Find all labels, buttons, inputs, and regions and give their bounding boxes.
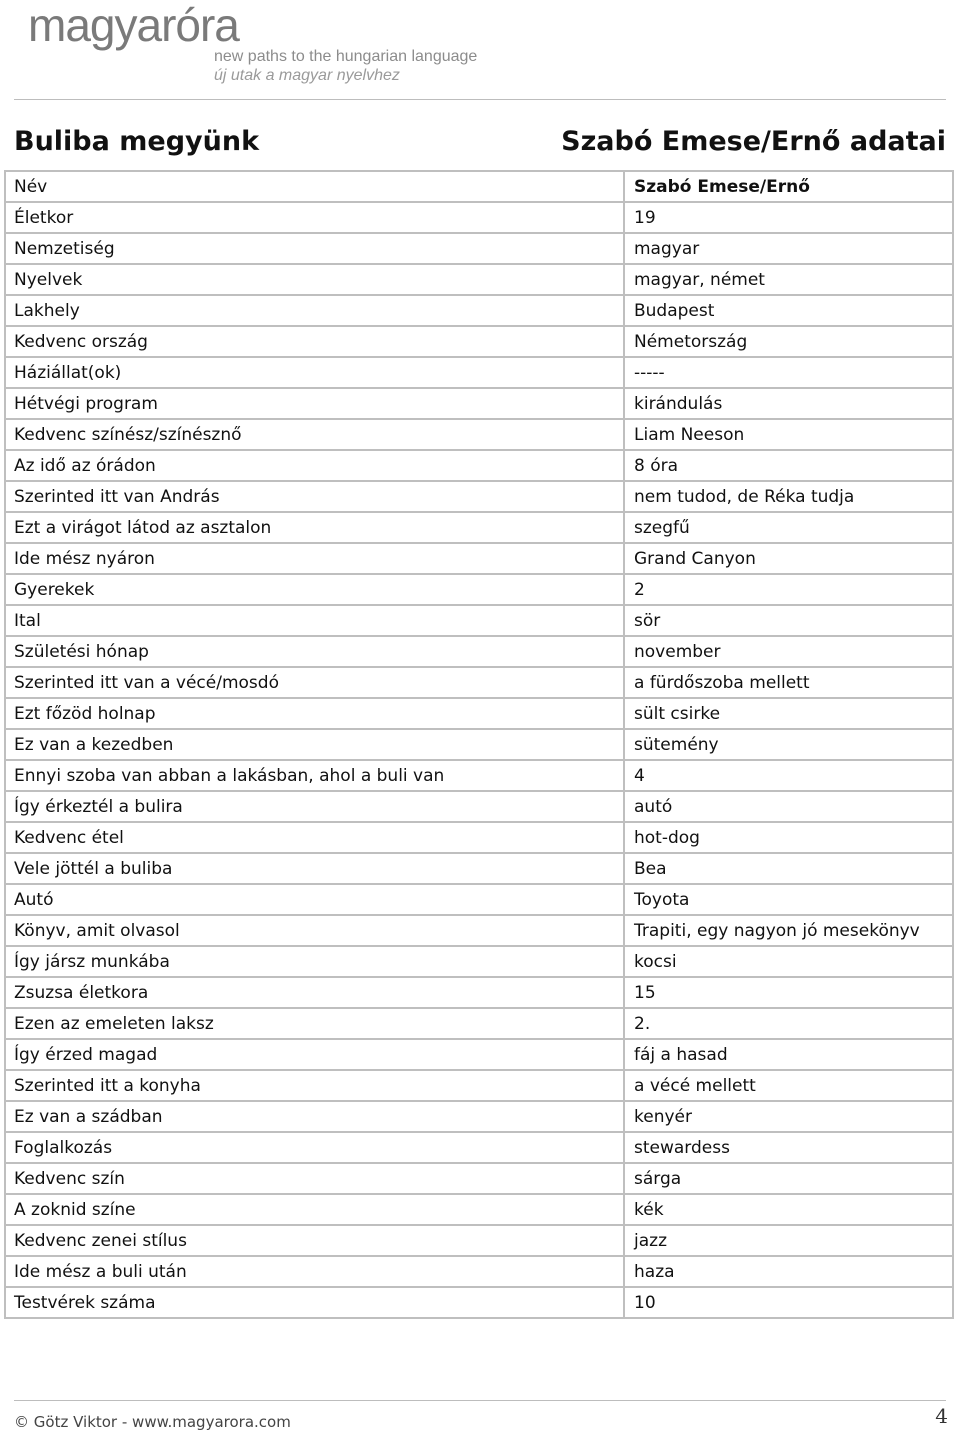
table-row bbox=[5, 698, 953, 729]
row-label: Ide mész a buli után bbox=[5, 1256, 624, 1287]
row-value: Grand Canyon bbox=[624, 543, 953, 574]
table-row bbox=[5, 264, 953, 295]
row-label: Így érzed magad bbox=[5, 1039, 624, 1070]
row-label: Ennyi szoba van abban a lakásban, ahol a buli van bbox=[5, 760, 624, 791]
row-value: kirándulás bbox=[624, 388, 953, 419]
row-label: Nyelvek bbox=[5, 264, 624, 295]
row-value: 10 bbox=[624, 1287, 953, 1318]
table-row bbox=[5, 481, 953, 512]
table-row bbox=[5, 884, 953, 915]
row-label: Autó bbox=[5, 884, 624, 915]
row-label: Háziállat(ok) bbox=[5, 357, 624, 388]
row-label: Kedvenc színész/színésznő bbox=[5, 419, 624, 450]
table-row bbox=[5, 915, 953, 946]
row-label: Ezt főzöd holnap bbox=[5, 698, 624, 729]
row-value: hot-dog bbox=[624, 822, 953, 853]
table-row bbox=[5, 667, 953, 698]
table-row bbox=[5, 1070, 953, 1101]
row-value: 2 bbox=[624, 574, 953, 605]
row-label: Így jársz munkába bbox=[5, 946, 624, 977]
table-row bbox=[5, 822, 953, 853]
row-value: kék bbox=[624, 1194, 953, 1225]
page-subtitle: Szabó Emese/Ernő adatai bbox=[561, 126, 946, 157]
row-label: Név bbox=[5, 171, 624, 202]
table-row bbox=[5, 977, 953, 1008]
table-row bbox=[5, 295, 953, 326]
table-row bbox=[5, 1163, 953, 1194]
row-label: Vele jöttél a buliba bbox=[5, 853, 624, 884]
row-label: Testvérek száma bbox=[5, 1287, 624, 1318]
row-label: Nemzetiség bbox=[5, 233, 624, 264]
table-row bbox=[5, 605, 953, 636]
row-value: jazz bbox=[624, 1225, 953, 1256]
row-value: kenyér bbox=[624, 1101, 953, 1132]
logo-tagline-hungarian: új utak a magyar nyelvhez bbox=[214, 67, 400, 84]
row-value: 19 bbox=[624, 202, 953, 233]
row-label: A zoknid színe bbox=[5, 1194, 624, 1225]
row-value: szegfű bbox=[624, 512, 953, 543]
row-value: autó bbox=[624, 791, 953, 822]
row-label: Ez van a szádban bbox=[5, 1101, 624, 1132]
row-value: a vécé mellett bbox=[624, 1070, 953, 1101]
row-value: Németország bbox=[624, 326, 953, 357]
row-value: 4 bbox=[624, 760, 953, 791]
table-row bbox=[5, 233, 953, 264]
row-value: magyar, német bbox=[624, 264, 953, 295]
row-value: Liam Neeson bbox=[624, 419, 953, 450]
header-divider bbox=[14, 99, 946, 100]
row-value: haza bbox=[624, 1256, 953, 1287]
logo-tagline-english: new paths to the hungarian language bbox=[214, 48, 478, 65]
row-label: Gyerekek bbox=[5, 574, 624, 605]
table-row bbox=[5, 357, 953, 388]
row-label: Szerinted itt van András bbox=[5, 481, 624, 512]
row-label: Ezt a virágot látod az asztalon bbox=[5, 512, 624, 543]
row-value: sütemény bbox=[624, 729, 953, 760]
page-title: Buliba megyünk bbox=[14, 126, 260, 157]
table-row bbox=[5, 543, 953, 574]
row-value: sárga bbox=[624, 1163, 953, 1194]
logo-wordmark: magyaróra bbox=[28, 0, 239, 51]
row-label: Életkor bbox=[5, 202, 624, 233]
table-row bbox=[5, 202, 953, 233]
row-value: 8 óra bbox=[624, 450, 953, 481]
row-label: Szerinted itt a konyha bbox=[5, 1070, 624, 1101]
row-value: stewardess bbox=[624, 1132, 953, 1163]
table-row bbox=[5, 450, 953, 481]
page-heading bbox=[14, 126, 946, 166]
row-label: Lakhely bbox=[5, 295, 624, 326]
row-value: 15 bbox=[624, 977, 953, 1008]
table-row bbox=[5, 512, 953, 543]
table-row bbox=[5, 791, 953, 822]
table-row bbox=[5, 574, 953, 605]
row-label: Hétvégi program bbox=[5, 388, 624, 419]
page-number: 4 bbox=[935, 1404, 948, 1428]
row-value: 2. bbox=[624, 1008, 953, 1039]
table-row bbox=[5, 1256, 953, 1287]
profile-table bbox=[4, 170, 954, 1319]
row-label: Foglalkozás bbox=[5, 1132, 624, 1163]
row-value: Bea bbox=[624, 853, 953, 884]
row-label: Ez van a kezedben bbox=[5, 729, 624, 760]
row-value: nem tudod, de Réka tudja bbox=[624, 481, 953, 512]
row-label: Kedvenc szín bbox=[5, 1163, 624, 1194]
row-label: Születési hónap bbox=[5, 636, 624, 667]
row-label: Ezen az emeleten laksz bbox=[5, 1008, 624, 1039]
site-logo bbox=[28, 0, 478, 84]
table-row bbox=[5, 388, 953, 419]
row-label: Kedvenc zenei stílus bbox=[5, 1225, 624, 1256]
row-value: Toyota bbox=[624, 884, 953, 915]
row-value: kocsi bbox=[624, 946, 953, 977]
table-row bbox=[5, 1194, 953, 1225]
table-row bbox=[5, 946, 953, 977]
row-label: Kedvenc étel bbox=[5, 822, 624, 853]
row-value: Trapiti, egy nagyon jó mesekönyv bbox=[624, 915, 953, 946]
row-value: ----- bbox=[624, 357, 953, 388]
row-value: sült csirke bbox=[624, 698, 953, 729]
row-value: a fürdőszoba mellett bbox=[624, 667, 953, 698]
table-row bbox=[5, 326, 953, 357]
row-value: magyar bbox=[624, 233, 953, 264]
row-label: Könyv, amit olvasol bbox=[5, 915, 624, 946]
table-row bbox=[5, 171, 953, 202]
table-row bbox=[5, 1039, 953, 1070]
table-row bbox=[5, 1101, 953, 1132]
table-row bbox=[5, 1132, 953, 1163]
table-row bbox=[5, 419, 953, 450]
table-row bbox=[5, 636, 953, 667]
row-value: november bbox=[624, 636, 953, 667]
row-label: Zsuzsa életkora bbox=[5, 977, 624, 1008]
table-row bbox=[5, 760, 953, 791]
table-row bbox=[5, 853, 953, 884]
row-label: Szerinted itt van a vécé/mosdó bbox=[5, 667, 624, 698]
footer-copyright: © Götz Viktor - www.magyarora.com bbox=[14, 1413, 291, 1431]
row-value: Szabó Emese/Ernő bbox=[624, 171, 953, 202]
table-row bbox=[5, 729, 953, 760]
row-value: fáj a hasad bbox=[624, 1039, 953, 1070]
footer-divider bbox=[14, 1400, 946, 1401]
table-row bbox=[5, 1287, 953, 1318]
row-value: Budapest bbox=[624, 295, 953, 326]
table-row bbox=[5, 1225, 953, 1256]
table-row bbox=[5, 1008, 953, 1039]
profile-table-body bbox=[5, 171, 953, 1318]
row-value: sör bbox=[624, 605, 953, 636]
row-label: Ide mész nyáron bbox=[5, 543, 624, 574]
row-label: Ital bbox=[5, 605, 624, 636]
row-label: Kedvenc ország bbox=[5, 326, 624, 357]
row-label: Így érkeztél a bulira bbox=[5, 791, 624, 822]
row-label: Az idő az órádon bbox=[5, 450, 624, 481]
